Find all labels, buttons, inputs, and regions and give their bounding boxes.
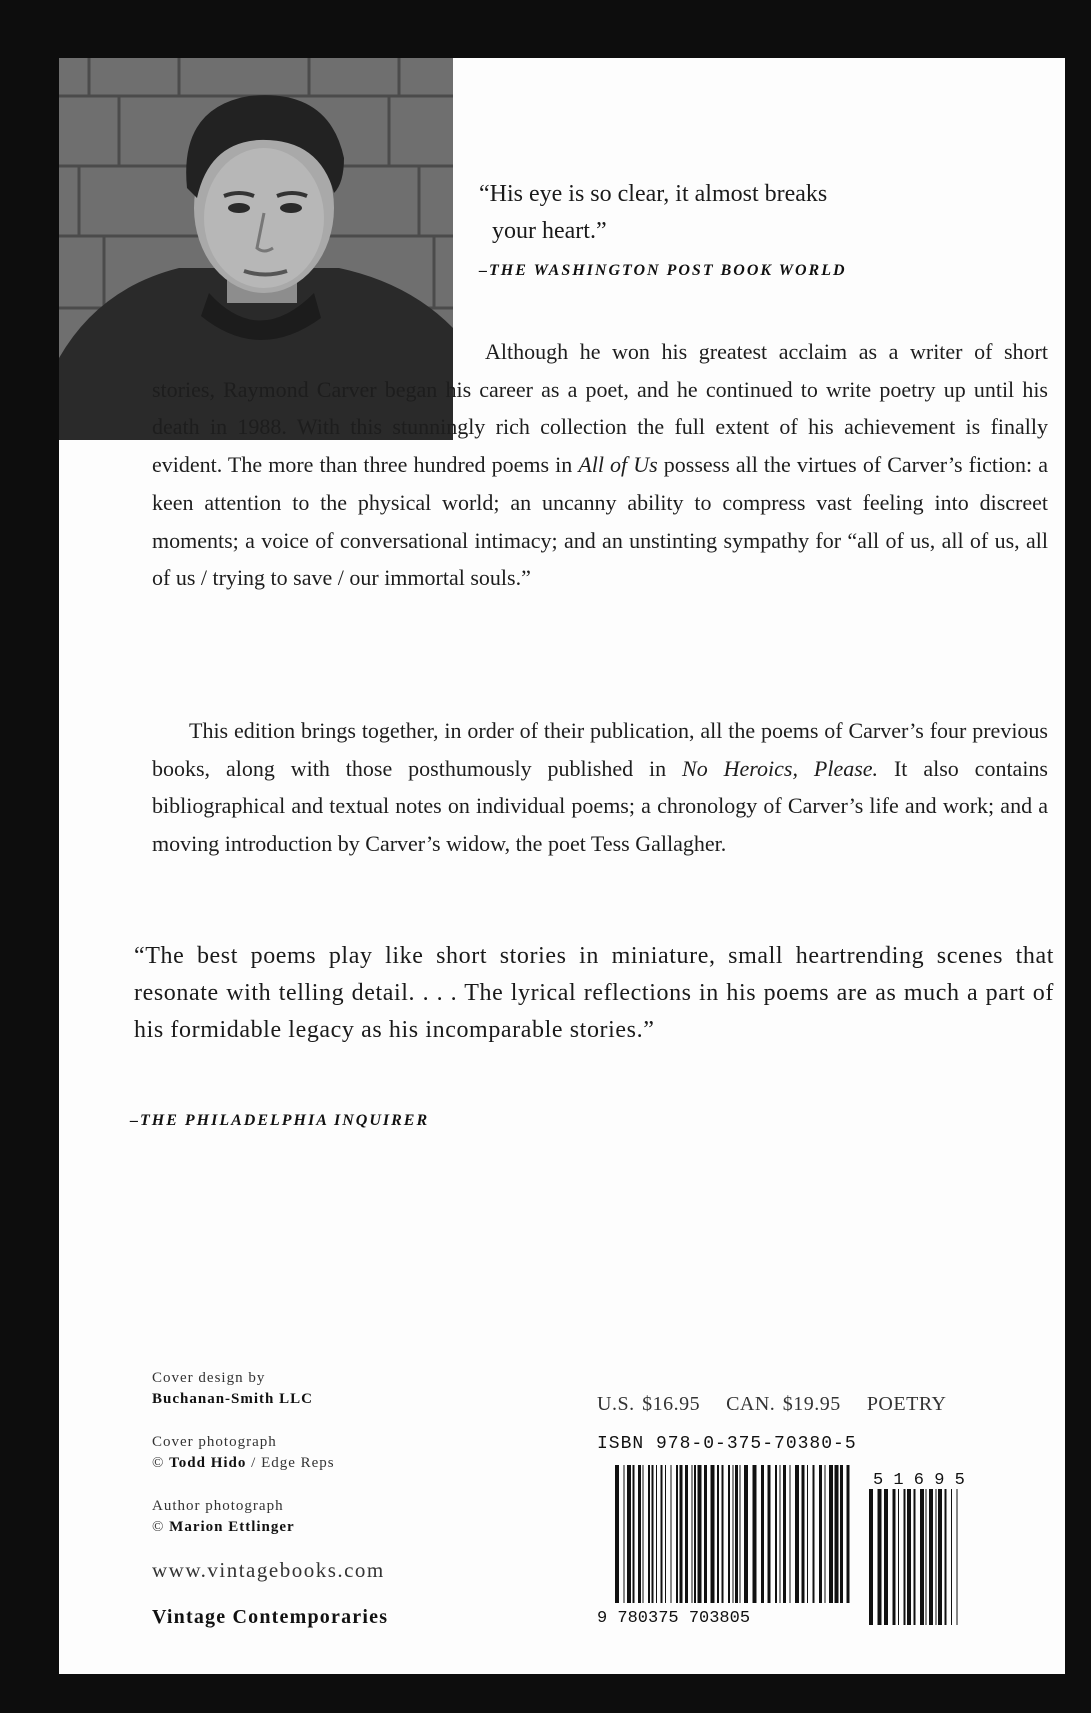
barcode-bar <box>694 1465 696 1603</box>
price-line <box>597 1393 947 1416</box>
barcode-bar <box>740 1465 741 1603</box>
barcode-bar <box>802 1465 805 1603</box>
barcode-bar <box>829 1465 833 1603</box>
barcode-bar <box>835 1465 839 1603</box>
barcode-bar <box>692 1465 693 1603</box>
cover-design-label: Cover design by <box>152 1370 266 1386</box>
barcode-bar <box>656 1465 657 1603</box>
barcode-bar <box>840 1465 843 1603</box>
barcode-bar <box>722 1465 724 1603</box>
barcode-bar <box>615 1465 619 1603</box>
top-quote-line1: “His eye is so clear, it almost breaks <box>479 181 828 207</box>
isbn: ISBN 978-0-375-70380-5 <box>597 1434 857 1454</box>
series-name: Vintage Contemporaries <box>152 1606 389 1628</box>
barcode-bar <box>680 1465 683 1603</box>
cover-photo-agency: / Edge Reps <box>246 1455 335 1471</box>
barcode-bar <box>898 1489 899 1625</box>
paragraph2-text: This edition brings together, in order of their publication, all the poems of Carver’s four previous books, along with those posthumously published in <box>152 718 1048 781</box>
barcode-bar <box>945 1489 947 1625</box>
bottom-quote-attribution: –THE PHILADELPHIA INQUIRER <box>130 1112 430 1129</box>
barcode-bar <box>957 1489 958 1625</box>
barcode-bar <box>768 1465 771 1603</box>
barcode-bar <box>744 1465 748 1603</box>
barcode-bar <box>783 1465 786 1603</box>
top-quote-line2: your heart.” <box>492 218 607 244</box>
cover-photo-label: Cover photograph <box>152 1434 277 1450</box>
barcode-bar <box>676 1465 678 1603</box>
barcode-bar <box>847 1465 850 1603</box>
barcode-bar <box>926 1489 927 1625</box>
barcode-bar <box>775 1465 777 1603</box>
cover-photo-name: Todd Hido <box>169 1455 247 1471</box>
barcode-bar <box>671 1465 672 1603</box>
barcode-bar <box>638 1465 641 1603</box>
author-photo-credit <box>152 1496 295 1538</box>
barcode-bar <box>929 1489 933 1625</box>
barcode-bar <box>904 1489 906 1625</box>
barcode-bar <box>717 1465 719 1603</box>
top-quote <box>479 176 1019 250</box>
barcode-bar <box>907 1489 911 1625</box>
barcode-bar <box>661 1465 663 1603</box>
description-paragraph-1 <box>152 333 1048 597</box>
top-quote-attribution: –THE WASHINGTON POST BOOK WORLD <box>479 262 847 279</box>
barcode-bar <box>893 1489 896 1625</box>
barcode-bar <box>711 1465 715 1603</box>
barcode-bar <box>633 1465 635 1603</box>
barcode-graphic <box>597 1465 997 1625</box>
description-paragraph-2 <box>152 712 1048 863</box>
barcode-bar <box>807 1465 808 1603</box>
barcode-bar <box>735 1465 738 1603</box>
copyright-symbol: © <box>152 1519 165 1535</box>
barcode-bar <box>753 1465 757 1603</box>
barcode-bar <box>761 1465 764 1603</box>
barcode-bar <box>878 1489 882 1625</box>
barcode-bar <box>951 1489 952 1625</box>
publisher-url[interactable]: www.vintagebooks.com <box>152 1558 385 1582</box>
barcode-main-bars <box>615 1465 850 1603</box>
back-cover <box>59 58 1065 1674</box>
author-photo-name: Marion Ettlinger <box>169 1519 295 1535</box>
barcode-bar <box>648 1465 650 1603</box>
barcode-bar <box>884 1489 888 1625</box>
price-can: CAN. $19.95 <box>726 1393 841 1415</box>
barcode-addon-digits: 5 1 6 9 5 <box>873 1471 965 1490</box>
barcode-bar <box>643 1465 644 1603</box>
barcode-bar <box>825 1465 826 1603</box>
barcode-bar <box>728 1465 730 1603</box>
barcode-bar <box>819 1465 822 1603</box>
barcode-bar <box>665 1465 666 1603</box>
barcode-addon-bars <box>869 1489 958 1625</box>
cover-photo-credit <box>152 1432 335 1474</box>
barcode-bar <box>685 1465 688 1603</box>
cover-design-name: Buchanan-Smith LLC <box>152 1391 313 1407</box>
price-us: U.S. $16.95 <box>597 1393 701 1415</box>
paragraph1-text: Although he won his greatest acclaim as a writer of short stories, Raymond Carver began his career as a poet, and he continued to write poetry up until his death in 1988. With this stunningly rich collection the full extent of his achievement is finally evident. The more than three hundred poems in <box>152 339 1048 478</box>
cover-design-credit <box>152 1368 313 1410</box>
barcode-digits: 9 780375 703805 <box>597 1609 751 1625</box>
barcode-bar <box>920 1489 924 1625</box>
barcode-bar <box>627 1465 631 1603</box>
barcode-bar <box>795 1465 799 1603</box>
paragraph1-text-after: possess all the virtues of Carver’s fiction: a keen attention to the physical world; an uncanny ability to compress vast feeling into discreet moments; a voice of conversational intimacy; and an unstinting sympathy for “all of us, all of us, all of us / trying to save / our immortal souls.” <box>152 452 1049 591</box>
barcode-bar <box>869 1489 873 1625</box>
barcode-bar <box>780 1465 781 1603</box>
book-title: All of Us <box>578 452 658 478</box>
barcode-bar <box>624 1465 625 1603</box>
barcode-bar <box>914 1489 916 1625</box>
copyright-symbol: © <box>152 1455 165 1471</box>
bottom-quote: “The best poems play like short stories in miniature, small heartrending scenes that resonate with telling detail. . . . The lyrical reflections in his poems are as much a part of his formidable legacy as his incomparable stories.” <box>134 943 1054 1043</box>
barcode-bar <box>704 1465 707 1603</box>
author-photo-label: Author photograph <box>152 1498 284 1514</box>
paragraph2-text-after: It also contains bibliographical and textual notes on individual poems; a chronology of Carver’s life and work; and a moving introduction by Carver’s widow, the poet Tess Gallagher. <box>152 755 1048 857</box>
barcode-bar <box>790 1465 791 1603</box>
barcode-bar <box>733 1465 734 1603</box>
barcode-bar <box>938 1489 942 1625</box>
barcode-bar <box>813 1465 815 1603</box>
barcode-bar <box>936 1489 937 1625</box>
barcode-bar <box>698 1465 702 1603</box>
referenced-book-title: No Heroics, Please. <box>682 755 879 781</box>
barcode-bar <box>652 1465 654 1603</box>
category: POETRY <box>866 1393 947 1415</box>
